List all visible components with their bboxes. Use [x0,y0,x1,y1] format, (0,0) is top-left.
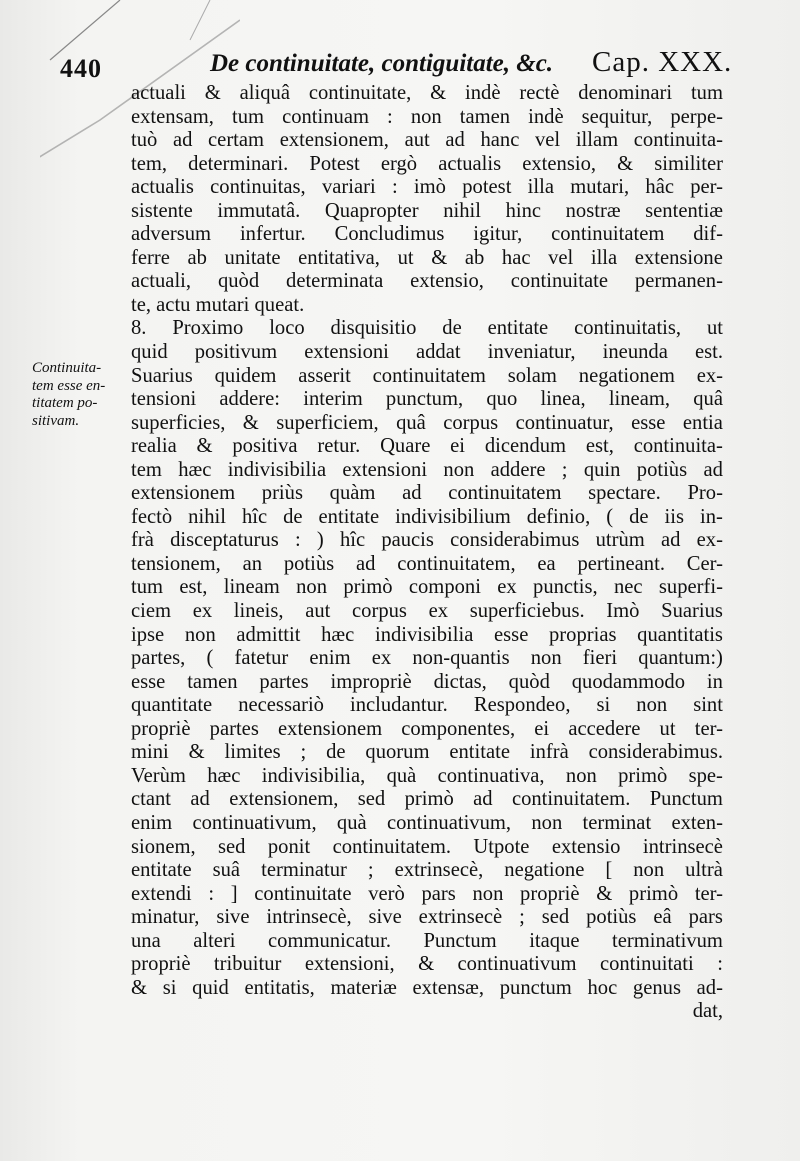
text-line: adversum infertur. Concludimus igitur, continuitatem dif- [131,223,723,246]
text-line: mini & limites ; de quorum entitate infrà considerabimus. [131,741,723,764]
text-line: quantitate necessariò includantur. Respondeo, si non sint [131,694,723,717]
catchword: dat, [692,1000,723,1023]
text-line: superficies, & superficiem, quâ corpus continuatur, esse entia [131,411,723,434]
body-text [131,82,723,1024]
text-line: actuali & aliquâ continuitate, & indè rectè denominari tum [131,82,723,104]
text-line: fectò nihil hîc de entitate indivisibilium definio, ( de iis in- [131,505,723,528]
text-line: tem, determinari. Potest ergò actualis extensio, & similiter [131,152,723,175]
running-title: De continuitate, contiguitate, &c. [210,50,554,77]
text-line: tum est, lineam non primò componi ex punctis, nec superfi- [131,576,723,599]
text-line: 8. Proximo loco disquisitio de entitate continuitatis, ut [131,317,723,340]
text-line: ciem ex lineis, aut corpus ex superficiebus. Imò Suarius [131,600,723,623]
text-line: tensionem, an potiùs ad continuitatem, ea pertineant. Cer- [131,552,723,575]
text-line: ferre ab unitate entitativa, ut & ab hac vel illa extensione [131,246,723,269]
text-line: sistente immutatâ. Quapropter nihil hinc nostræ sententiæ [131,199,723,222]
text-line: una alteri communicatur. Punctum itaque terminativum [131,929,723,952]
text-line: minatur, sive intrinsecè, sive extrinsecè ; sed potiùs eâ pars [131,906,723,929]
marginal-note-line: sitivam. [32,412,80,429]
chapter-label: Cap. XXX. [592,46,733,78]
page-header [60,44,740,84]
text-line: tem hæc indivisibilia extensioni non addere ; quin potiùs ad [131,458,723,481]
text-line: propriè partes extensionem componentes, ei accedere ut ter- [131,717,723,740]
text-line: extendi : ] continuitate verò pars non propriè & primò ter- [131,882,723,905]
text-line: realia & positiva retur. Quare ei dicendum est, continuita- [131,435,723,458]
text-line: & si quid entitatis, materiæ extensæ, punctum hoc genus ad- [131,976,723,999]
text-line: esse tamen partes impropriè dictas, quòd quodammodo in [131,670,723,693]
text-line: tensioni addere: interim punctum, quo linea, lineam, quâ [131,388,723,411]
marginal-note-line: titatem po- [32,395,98,411]
text-line: frà disceptaturus : ) hîc paucis considerabimus utrùm ad ex- [131,529,723,552]
page-number: 440 [60,54,102,83]
text-line: extensionem priùs quàm ad continuitatem spectare. Pro- [131,482,723,505]
text-line: actuali, quòd determinata extensio, continuitate permanen- [131,270,723,293]
text-line: extensam, tum continuam : non tamen indè sequitur, perpe- [131,105,723,128]
marginal-note [32,360,128,430]
text-line: enim continuativum, quà continuativum, non terminat exten- [131,811,723,834]
text-line: actualis continuitas, variari : imò potest illa mutari, hâc per- [131,176,723,199]
text-line: ipse non admittit hæc indivisibilia esse proprias quantitatis [131,623,723,646]
marginal-note-line: tem esse en- [32,377,106,394]
text-line: sionem, sed ponit continuitatem. Utpote extensio intrinsecè [131,835,723,858]
text-line: ctant ad extensionem, sed primò ad continuitatem. Punctum [131,788,723,811]
marginal-note-line: Continuita- [32,360,102,376]
text-line: tuò ad certam extensionem, aut ad hanc vel illam continuita- [131,129,723,152]
text-line: te, actu mutari queat. [131,293,305,316]
text-line: quid positivum extensioni addat inveniatur, ineunda est. [131,341,723,364]
text-line: entitate suâ terminatur ; extrinsecè, negatione [ non ultrà [131,859,723,882]
text-line: Verùm hæc indivisibilia, quà continuativa, non primò spe- [131,764,723,787]
text-line: Suarius quidem asserit continuitatem solam negationem ex- [131,364,723,387]
text-line: partes, ( fatetur enim ex non-quantis non fieri quantum:) [131,647,723,670]
text-line: propriè tribuitur extensioni, & continuativum continuitati : [131,953,723,976]
